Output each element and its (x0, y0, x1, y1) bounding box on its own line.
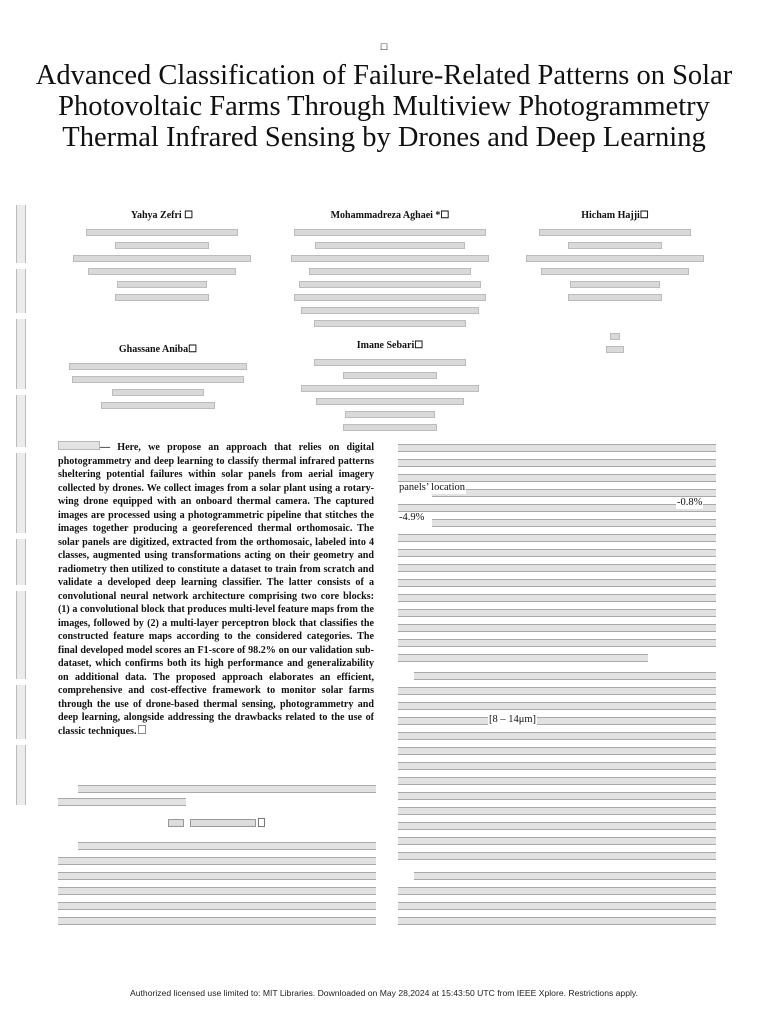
abstract-end-glyph (138, 725, 146, 734)
inline-wavelength: [8 – 14μm] (489, 714, 537, 725)
author-block-4 (58, 343, 258, 409)
author-name: Mohammadreza Aghaei *☐ (330, 210, 450, 221)
author-name: Hicham Hajji☐ (581, 210, 649, 221)
abstract: — Here, we propose an approach that relies on digital photogrammetry and deep learning to classify thermal infrared patterns sheltering potential failures within solar panels from aerial imagery collected by drones. We collect images from a solar plant using a rotary-wing drone equipped with an onboard thermal camera. The captured images are processed using a photogrammetric pipeline that stitches the images together producing a georeferenced thermal orthomosaic. The solar panels are digitized, extracted from the orthomosaic, labeled into 4 classes, augmented using transformations acting on their geometry and radiometry then utilized to constitute a dataset to train from scratch and validate a developed deep learning classifier. The latter consists of a convolutional neural network architecture comprising two core blocks: (1) a convolutional block that produces multi-level feature maps from the images, followed by (2) a multi-layer perceptron block that classifies the constructed feature maps according to the considered categories. The final developed model scores an F1-score of 98.2% on our validation sub-dataset, which confirms both its high performance and generalizability on additional data. The proposed approach elaborates an efficient, comprehensive and cost-effective framework to monitor solar farms through the use of drone-based thermal sensing, photogrammetry and deep learning, alongside addressing the drawbacks related to the use of classic techniques. (58, 442, 375, 737)
author-block-5 (290, 339, 490, 431)
inline-percent-b: -4.9% (399, 512, 425, 523)
left-margin-identifier (14, 205, 28, 805)
author-block-2 (280, 209, 500, 327)
author-name: Yahya Zefri ☐ (130, 210, 194, 221)
abstract-label-glyph (58, 441, 100, 450)
inline-panels-location: panels’ location (399, 482, 465, 493)
section-heading-introduction (58, 818, 374, 830)
inline-percent-a: -0.8% (677, 497, 703, 508)
author-name: Ghassane Aniba☐ (118, 344, 198, 355)
author-block-3 (515, 209, 715, 353)
index-terms-line (78, 785, 376, 793)
author-block-1 (62, 209, 262, 301)
abstract-text: Here, we propose an approach that relies on digital photogrammetry and deep learning to classify thermal infrared patterns sheltering potential failures within solar panels from aerial imagery collected by drones. We collect images from a solar plant using a rotary-wing drone equipped with an onboard thermal camera. The captured images are processed using a photogrammetric pipeline that stitches the images together producing a georeferenced thermal orthomosaic. The solar panels are digitized, extracted from the orthomosaic, labeled into 4 classes, augmented using transformations acting on their geometry and radiometry then utilized to constitute a dataset to train from scratch and validate a developed deep learning classifier. The latter consists of a convolutional neural network architecture comprising two core blocks: (1) a convolutional block that produces multi-level feature maps from the images, followed by (2) a multi-layer perceptron block that classifies the constructed feature maps according to the considered categories. The final developed model scores an F1-score of 98.2% on our validation sub-dataset, which confirms both its high performance and generalizability on additional data. The proposed approach elaborates an efficient, comprehensive and cost-effective framework to monitor solar farms through the use of drone-based thermal sensing, photogrammetry and deep learning, alongside addressing the drawbacks related to the use of classic techniques. (58, 442, 375, 737)
header-mark: ☐ (379, 42, 389, 52)
author-name: Imane Sebari☐ (356, 340, 424, 351)
download-notice-footer: Authorized licensed use limited to: MIT Libraries. Downloaded on May 28,2024 at 15:43:50 UTC from IEEE Xplore. Restrictions apply. (130, 988, 638, 998)
paper-title: Advanced Classification of Failure-Related Patterns on Solar Photovoltaic Farms Through Multiview Photogrammetry Thermal Infrared Sensing by Drones and Deep Learning (35, 60, 733, 153)
index-terms-line (58, 798, 186, 806)
